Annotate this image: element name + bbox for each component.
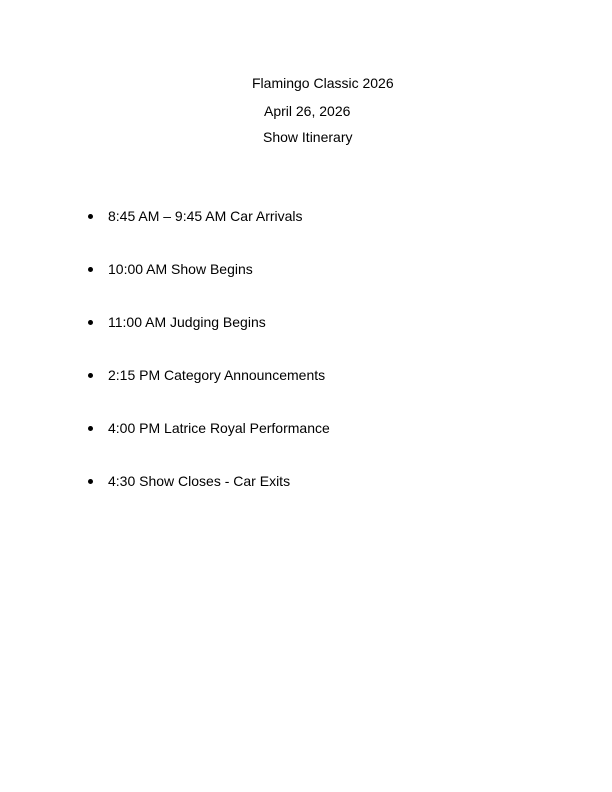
itinerary-item-text: 11:00 AM Judging Begins <box>108 314 266 330</box>
document-subtitle: Show Itinerary <box>263 129 353 145</box>
itinerary-item-text: 4:00 PM Latrice Royal Performance <box>108 420 330 436</box>
bullet-icon <box>88 479 93 484</box>
itinerary-item-text: 8:45 AM – 9:45 AM Car Arrivals <box>108 208 303 224</box>
event-date: April 26, 2026 <box>264 103 351 119</box>
itinerary-item-text: 4:30 Show Closes - Car Exits <box>108 473 291 489</box>
document-title: Flamingo Classic 2026 <box>252 75 394 91</box>
bullet-icon <box>88 320 93 325</box>
itinerary-item-text: 2:15 PM Category Announcements <box>108 367 326 383</box>
bullet-icon <box>88 214 93 219</box>
bullet-icon <box>88 267 93 272</box>
bullet-icon <box>88 426 93 431</box>
itinerary-item-text: 10:00 AM Show Begins <box>108 261 253 277</box>
bullet-icon <box>88 373 93 378</box>
